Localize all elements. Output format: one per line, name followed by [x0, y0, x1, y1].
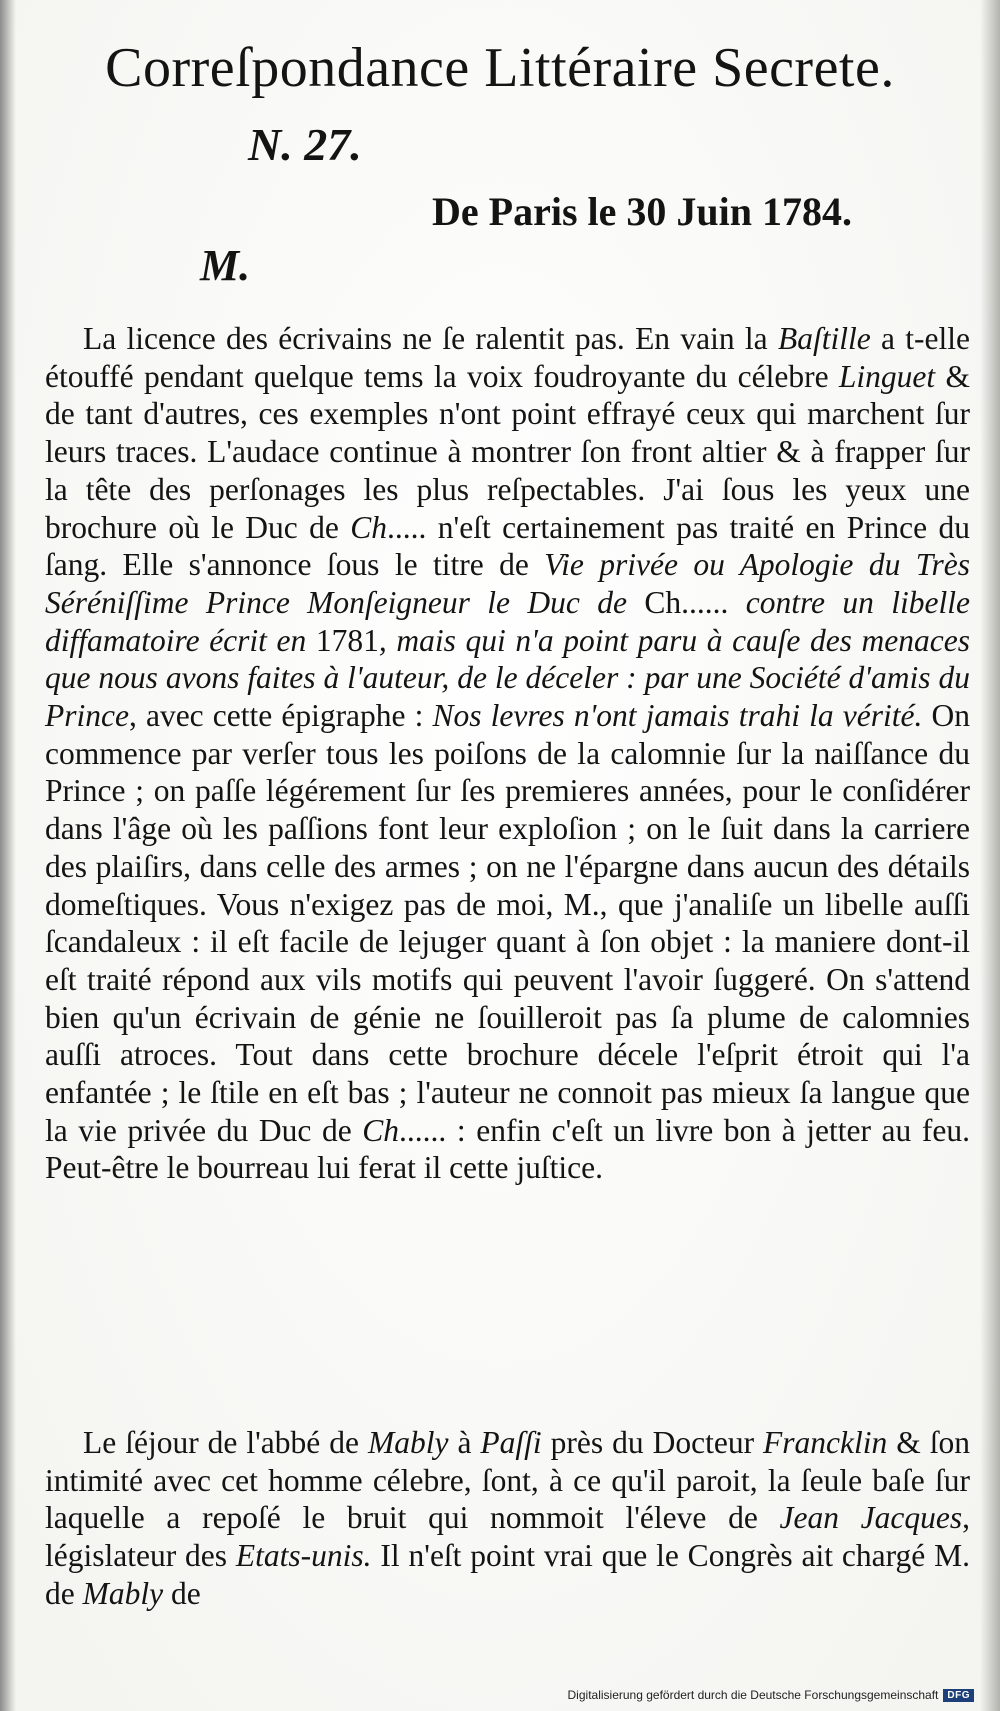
italic-text-run: Ch	[362, 1112, 400, 1148]
text-run: On commence par verſer tous les poiſons de la calomnie ſur la naiſſance du Prince ; on paſſe légérement ſur ſes premieres années, pour le conſidérer dans l'âge où les paſſions font leur exploſion ; on le ſuit dans la carriere des plaiſirs, dans celle des armes ; on ne l'épargne dans aucun des détails domeſtiques. Vous n'exigez pas de moi, M., que j'analiſe un libelle auſſi ſcandaleux : il eſt facile de lejuger quant à ſon objet : la maniere dont-il eſt traité répond aux vils motifs qui peuvent l'avoir ſuggeré. On s'attend bien qu'un écrivain de génie ne ſouilleroit pas ſa plume de calomnies auſſi atroces. Tout dans cette brochure décele l'eſprit étroit qui l'a enfantée ; le ſtile en eſt bas ; l'auteur ne connoit pas mieux ſa langue que la vie privée du Duc de	[45, 698, 971, 1148]
text-run: & de tant d'autres, ces exemples n'ont point effrayé ceux qui marchent ſur leurs traces. L'audace continue à montrer ſon front altier & à frapper ſur la tête des perſonages les plus reſpectables. J'ai ſous les yeux une brochure où le Duc de	[45, 358, 970, 545]
digitization-footer	[568, 1688, 974, 1702]
italic-text-run: Mably	[367, 1425, 449, 1460]
dfg-logo: DFG	[943, 1689, 974, 1702]
dateline: De Paris le 30 Juin 1784.	[432, 189, 852, 234]
italic-text-run: Paſſi	[480, 1425, 542, 1460]
text-run: a t-elle étouffé pendant quelque tems la voix foudroyante du célebre	[45, 321, 970, 394]
text-run: de	[163, 1575, 201, 1611]
salutation: M.	[200, 241, 251, 290]
page-right-edge-shadow	[980, 0, 1000, 1711]
publication-title: Correſpondance Littéraire Secrete.	[105, 37, 895, 99]
paragraph-sejour-abbe-mably	[45, 1424, 970, 1613]
paragraph-licence-des-ecrivains	[45, 320, 970, 1187]
italic-text-run: Baſtille	[777, 321, 871, 356]
italic-text-run: Etats-unis.	[235, 1538, 372, 1574]
footer-credit-text: Digitalisierung gefördert durch die Deutsche Forschungsgemeinschaft	[567, 1688, 939, 1702]
text-run: Il n'eſt point vrai que le Congrès ait chargé M. de	[45, 1538, 970, 1611]
italic-text-run: Nos levres n'ont jamais trahi la vérité.	[432, 698, 923, 734]
italic-text-run: contre un libelle diffamatoire écrit en	[45, 584, 970, 658]
text-run: à	[448, 1425, 481, 1460]
text-run: Ch......	[626, 584, 746, 620]
text-run: ...... : enfin c'eſt un livre bon à jetter au feu. Peut-être le bourreau lui ferat il cette juſtice.	[45, 1112, 970, 1186]
text-run: , législateur des	[45, 1500, 970, 1574]
text-run: , avec cette épigraphe :	[128, 698, 433, 734]
italic-text-run: Jean Jacques	[779, 1500, 963, 1536]
italic-text-run: Francklin	[763, 1425, 888, 1460]
page-left-edge-shadow	[0, 0, 16, 1711]
text-run: près du Docteur	[541, 1425, 764, 1460]
issue-number: N. 27.	[248, 119, 362, 170]
text-run: La licence des écrivains ne ſe ralentit pas. En vain la	[83, 321, 778, 356]
italic-text-run: Vie privée ou Apologie du Très Séréniſſime Prince Monſeigneur le Duc de	[45, 547, 970, 620]
italic-text-run: Linguet	[838, 358, 936, 394]
text-run: Le ſéjour de l'abbé de	[83, 1425, 368, 1460]
italic-text-run: Mably	[82, 1575, 164, 1611]
text-run: ..... n'eſt certainement pas traité en Prince du ſang. Elle s'annonce ſous le titre de	[45, 509, 970, 583]
text-run: 1781	[306, 622, 379, 658]
italic-text-run: , mais qui n'a point paru à cauſe des menaces que nous avons faites à l'auteur, de le déceler : par une Société d'amis du Prince	[45, 622, 970, 734]
text-run: & ſon intimité avec cet homme célebre, ſont, à ce qu'il paroit, la ſeule baſe ſur laquelle a repoſé le bruit qui nommoit l'éleve de	[45, 1425, 970, 1536]
italic-text-run: Ch	[350, 509, 388, 545]
